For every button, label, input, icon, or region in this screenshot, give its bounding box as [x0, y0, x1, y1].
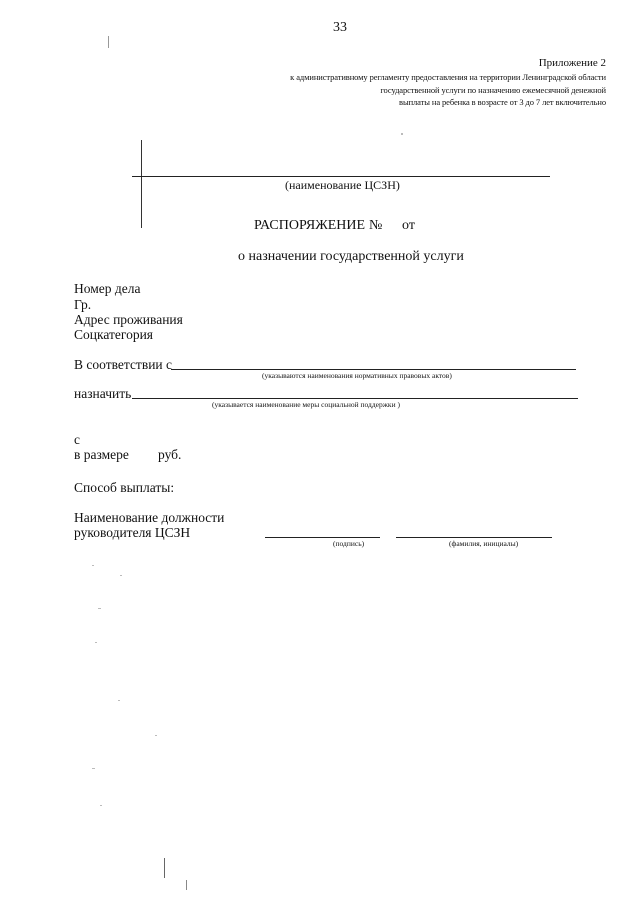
org-name-line	[132, 176, 550, 177]
appendix-line: государственной услуги по назначению ежемесячной денежной	[380, 85, 606, 95]
citizen-label: Гр.	[74, 297, 92, 312]
order-subject: о назначении государственной услуги	[238, 249, 464, 264]
basis-label: В соответствии с	[74, 357, 173, 372]
case-number-label: Номер дела	[74, 281, 141, 296]
order-date-label: от	[402, 218, 415, 233]
scan-mark	[164, 858, 165, 878]
currency-label: руб.	[158, 447, 182, 462]
basis-hint: (указываются наименования нормативных правовых актов)	[262, 371, 452, 380]
scan-speck	[92, 768, 95, 769]
assign-label: назначить	[74, 386, 132, 401]
position-line-1: Наименование должности	[74, 510, 225, 525]
appendix-line: к административному регламенту предоставления на территории Ленинградской области	[290, 72, 606, 82]
scan-speck	[95, 642, 97, 643]
scan-margin-line	[141, 140, 142, 228]
scan-speck	[100, 805, 102, 806]
scan-speck	[98, 608, 101, 609]
order-number-sign: №	[369, 218, 383, 233]
name-hint: (фамилия, инициалы)	[449, 539, 519, 548]
appendix-line: выплаты на ребенка в возрасте от 3 до 7 лет включительно	[399, 97, 606, 107]
org-name-caption: (наименование ЦСЗН)	[285, 178, 400, 192]
payment-method-label: Способ выплаты:	[74, 480, 175, 495]
appendix-title: Приложение 2	[538, 57, 606, 69]
name-line	[396, 537, 552, 538]
page-number: 33	[333, 20, 347, 35]
order-title: РАСПОРЯЖЕНИЕ	[254, 218, 366, 233]
signature-line	[265, 537, 380, 538]
scan-speck	[118, 700, 120, 701]
scan-mark	[186, 880, 187, 890]
assign-line	[132, 398, 578, 399]
period-from-label: с	[74, 432, 80, 447]
address-label: Адрес проживания	[74, 312, 183, 327]
assign-hint: (указывается наименование меры социальной поддержки )	[212, 400, 400, 409]
scan-speck	[120, 575, 122, 576]
signature-hint: (подпись)	[333, 539, 365, 548]
amount-label: в размере	[74, 447, 129, 462]
scan-mark	[108, 36, 109, 48]
position-line-2: руководителя ЦСЗН	[74, 525, 191, 540]
scan-speck	[401, 133, 403, 135]
basis-line	[171, 369, 576, 370]
social-category-label: Соцкатегория	[74, 327, 154, 342]
scan-speck	[92, 565, 94, 566]
scan-speck	[155, 735, 157, 736]
